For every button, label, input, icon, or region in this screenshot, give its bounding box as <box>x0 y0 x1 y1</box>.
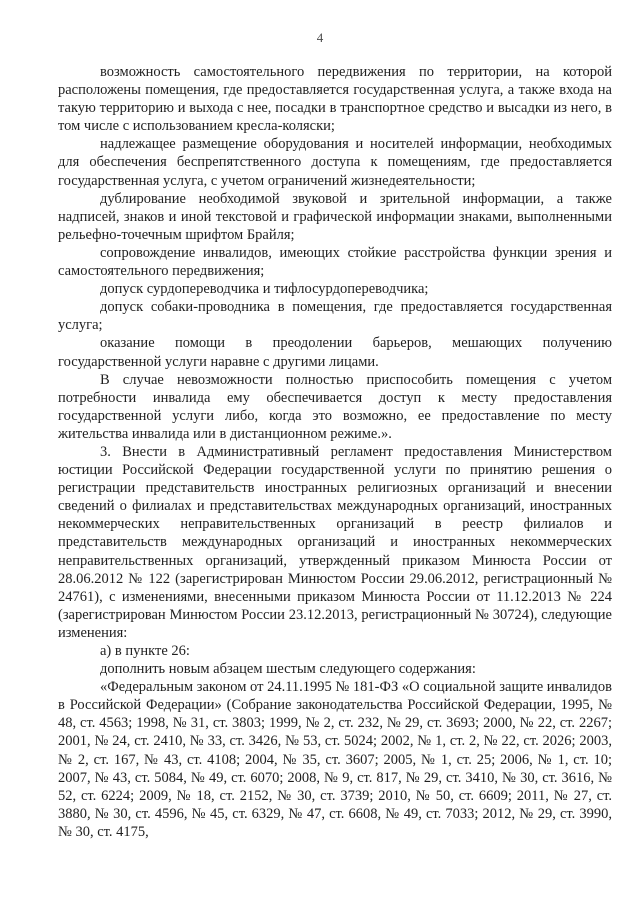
paragraph: В случае невозможности полностью приспособить помещения с учетом потребности инвалида ему обеспечивается доступ к месту предоставления государственной услуги либо, когда это возможно, ее предоставление по месту жительства инвалида или в дистанционном режиме.». <box>58 371 612 442</box>
paragraph: 3. Внести в Административный регламент предоставления Министерством юстиции Российской Федерации государственной услуги по принятию решения о регистрации представительств иностранных религиозных организаций и внесении сведений о филиалах и представительствах международных организаций, иностранных некоммерческих неправительственных организаций в реестр филиалов и представительств международных организаций и иностранных некоммерческих неправительственных организаций, утвержденный приказом Минюста России от 28.06.2012 № 122 (зарегистрирован Минюстом России 29.06.2012, регистрационный № 24761), с изменениями, внесенными приказом Минюста России от 11.12.2013 № 224 (зарегистрирован Минюстом России 23.12.2013, регистрационный № 30724), следующие изменения: <box>58 443 612 641</box>
paragraph: надлежащее размещение оборудования и носителей информации, необходимых для обеспечения беспрепятственного доступа к помещениям, где предоставляется государственная услуга, с учетом ограничений жизнедеятельности; <box>58 136 612 189</box>
page-number: 4 <box>316 30 324 45</box>
paragraph: сопровождение инвалидов, имеющих стойкие расстройства функции зрения и самостоятельного передвижения; <box>58 244 612 280</box>
document-body <box>58 63 612 841</box>
paragraph: дублирование необходимой звуковой и зрительной информации, а также надписей, знаков и иной текстовой и графической информации знаками, выполненными рельефно-точечным шрифтом Брайля; <box>58 190 612 243</box>
paragraph: «Федеральным законом от 24.11.1995 № 181-ФЗ «О социальной защите инвалидов в Российской Федерации» (Собрание законодательства Российской Федерации, 1995, № 48, ст. 4563; 1998, № 31, ст. 3803; 1999, № 2, ст. 232, № 29, ст. 3693; 2000, № 22, ст. 2267; 2001, № 24, ст. 2410, № 33, ст. 3426, № 53, ст. 5024; 2002, № 1, ст. 2, № 22, ст. 2026; 2003, № 2, ст. 167, № 43, ст. 4108; 2004, № 35, ст. 3607; 2005, № 1, ст. 25; 2006, № 1, ст. 10; 2007, № 43, ст. 5084, № 49, ст. 6070; 2008, № 9, ст. 817, № 29, ст. 3410, № 30, ст. 3616, № 52, ст. 6224; 2009, № 18, ст. 2152, № 30, ст. 3739; 2010, № 50, ст. 6609; 2011, № 27, ст. 3880, № 30, ст. 4596, № 45, ст. 6329, № 47, ст. 6608, № 49, ст. 7033; 2012, № 29, ст. 3990, № 30, ст. 4175, <box>58 679 612 840</box>
paragraph: допуск собаки-проводника в помещения, где предоставляется государственная услуга; <box>58 299 612 334</box>
paragraph: а) в пункте 26: <box>100 643 190 659</box>
paragraph: возможность самостоятельного передвижения по территории, на которой расположены помещения, где предоставляется государственная услуга, а также входа на такую территорию и выхода с нее, посадки в транспортное средство и высадки из него, в том числе с использованием кресла-коляски; <box>58 64 612 135</box>
paragraph: оказание помощи в преодолении барьеров, мешающих получению государственной услуги наравне с другими лицами. <box>58 335 612 370</box>
paragraph: допуск сурдопереводчика и тифлосурдопереводчика; <box>100 281 429 298</box>
paragraph: дополнить новым абзацем шестым следующего содержания: <box>100 661 476 678</box>
